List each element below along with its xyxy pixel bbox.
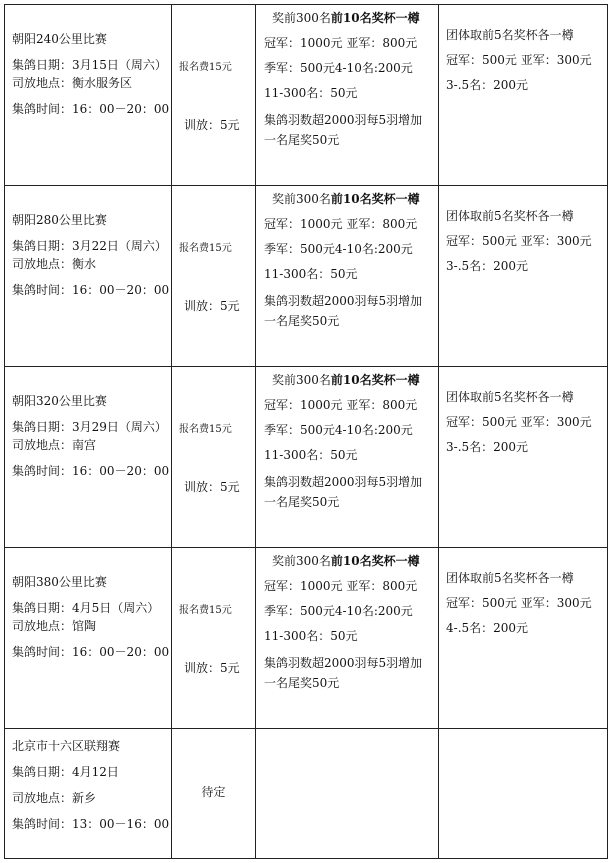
final-status: 待定: [201, 785, 226, 799]
team-heading: 团体取前5名奖杯各一樽: [446, 209, 574, 223]
gathering-time: 集鸽时间：16：00－20：00: [12, 464, 170, 478]
team-heading: 团体取前5名奖杯各一樽: [446, 571, 574, 585]
race-row: [5, 367, 608, 548]
gathering-date: 集鸽日期：3月22日（周六）: [12, 239, 167, 253]
prize-line-2: 季军：500元4-10名:200元: [264, 423, 413, 437]
prize-line-4: 集鸽羽数超2000羽每5羽增加一名尾奖50元: [264, 294, 423, 328]
prize-line-3: 11-300名：50元: [264, 86, 358, 100]
registration-fee: 报名费15元: [179, 243, 232, 254]
prize-cell: [256, 367, 439, 548]
final-gathering-date: 集鸽日期：4月12日: [12, 765, 119, 779]
race-info-cell: [5, 548, 172, 729]
gathering-date: 集鸽日期：3月29日（周六）: [12, 420, 167, 434]
race-name: 朝阳380公里比赛: [12, 575, 107, 589]
team-prize-cell: [439, 5, 608, 186]
prize-cell: [256, 548, 439, 729]
prize-line-1: 冠军：1000元 亚军：800元: [264, 217, 418, 231]
team-heading: 团体取前5名奖杯各一樽: [446, 390, 574, 404]
race-info-cell: [5, 5, 172, 186]
prize-line-3: 11-300名：50元: [264, 267, 358, 281]
fee-cell: [172, 5, 256, 186]
race-row: [5, 186, 608, 367]
final-empty-team-cell: [439, 729, 608, 859]
fee-cell: [172, 186, 256, 367]
prize-line-1: 冠军：1000元 亚军：800元: [264, 36, 418, 50]
prize-line-4: 集鸽羽数超2000羽每5羽增加一名尾奖50元: [264, 656, 423, 690]
final-status-cell: [172, 729, 256, 859]
fee-cell: [172, 548, 256, 729]
gathering-time: 集鸽时间：16：00－20：00: [12, 645, 170, 659]
registration-fee: 报名费15元: [179, 424, 232, 435]
race-name: 朝阳280公里比赛: [12, 213, 107, 227]
race-name: 朝阳320公里比赛: [12, 394, 107, 408]
training-fee: 训放：5元: [184, 661, 240, 675]
team-line-1: 冠军：500元 亚军：300元: [446, 596, 592, 610]
team-prize-cell: [439, 548, 608, 729]
race-info-cell: [5, 186, 172, 367]
gathering-time: 集鸽时间：16：00－20：00: [12, 102, 170, 116]
prize-line-2: 季军：500元4-10名:200元: [264, 604, 413, 618]
training-fee: 训放：5元: [184, 299, 240, 313]
final-release-location: 司放地点：新乡: [12, 791, 97, 805]
race-schedule-table: [4, 4, 608, 859]
team-line-2: 3-.5名：200元: [446, 78, 529, 92]
prize-heading: 奖前300名前10名奖杯一樽: [272, 554, 420, 568]
prize-line-1: 冠军：1000元 亚军：800元: [264, 398, 418, 412]
race-row: [5, 548, 608, 729]
training-fee: 训放：5元: [184, 118, 240, 132]
final-empty-prize-cell: [256, 729, 439, 859]
prize-heading: 奖前300名前10名奖杯一樽: [272, 11, 420, 25]
release-location: 司放地点：南宫: [12, 438, 97, 452]
team-line-2: 3-.5名：200元: [446, 440, 529, 454]
team-line-1: 冠军：500元 亚军：300元: [446, 234, 592, 248]
race-row: [5, 5, 608, 186]
release-location: 司放地点：衡水: [12, 257, 97, 271]
team-heading: 团体取前5名奖杯各一樽: [446, 28, 574, 42]
race-name: 朝阳240公里比赛: [12, 32, 107, 46]
prize-line-1: 冠军：1000元 亚军：800元: [264, 579, 418, 593]
prize-cell: [256, 5, 439, 186]
gathering-time: 集鸽时间：16：00－20：00: [12, 283, 170, 297]
team-line-2: 4-.5名：200元: [446, 621, 529, 635]
registration-fee: 报名费15元: [179, 62, 232, 73]
team-line-1: 冠军：500元 亚军：300元: [446, 415, 592, 429]
gathering-date: 集鸽日期：3月15日（周六）: [12, 58, 167, 72]
team-line-1: 冠军：500元 亚军：300元: [446, 53, 592, 67]
prize-line-3: 11-300名：50元: [264, 448, 358, 462]
race-info-cell: [5, 367, 172, 548]
fee-cell: [172, 367, 256, 548]
final-gathering-time: 集鸽时间：13：00－16：00: [12, 817, 170, 831]
prize-heading: 奖前300名前10名奖杯一樽: [272, 373, 420, 387]
final-race-row: [5, 729, 608, 859]
team-prize-cell: [439, 367, 608, 548]
team-prize-cell: [439, 186, 608, 367]
prize-line-3: 11-300名：50元: [264, 629, 358, 643]
team-line-2: 3-.5名：200元: [446, 259, 529, 273]
final-race-name: 北京市十六区联翔赛: [12, 739, 121, 753]
gathering-date: 集鸽日期：4月5日（周六）: [12, 601, 160, 615]
prize-line-2: 季军：500元4-10名:200元: [264, 242, 413, 256]
prize-line-4: 集鸽羽数超2000羽每5羽增加一名尾奖50元: [264, 475, 423, 509]
registration-fee: 报名费15元: [179, 605, 232, 616]
final-race-info-cell: [5, 729, 172, 859]
prize-line-2: 季军：500元4-10名:200元: [264, 61, 413, 75]
prize-cell: [256, 186, 439, 367]
release-location: 司放地点：馆陶: [12, 619, 97, 633]
release-location: 司放地点：衡水服务区: [12, 76, 133, 90]
prize-line-4: 集鸽羽数超2000羽每5羽增加一名尾奖50元: [264, 113, 423, 147]
training-fee: 训放：5元: [184, 480, 240, 494]
prize-heading: 奖前300名前10名奖杯一樽: [272, 192, 420, 206]
